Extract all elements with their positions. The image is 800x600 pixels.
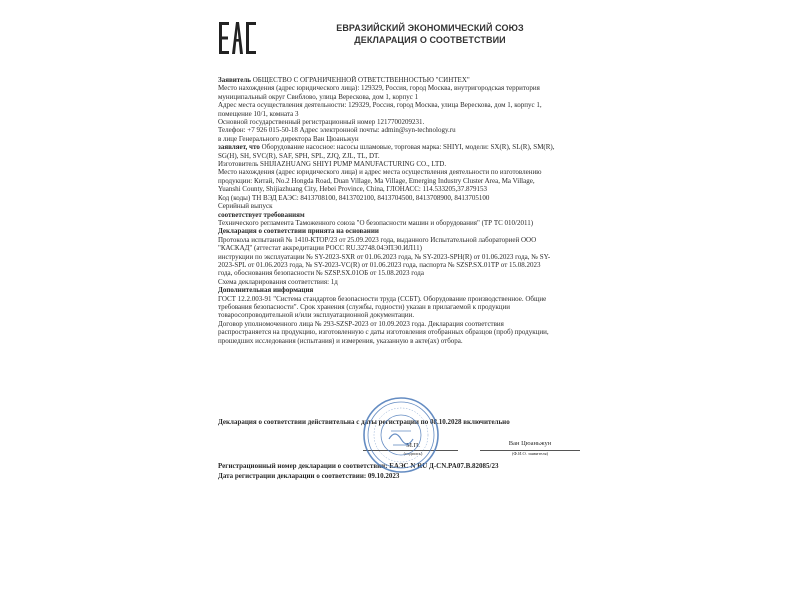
body-line: 2023-SPL от 01.06.2023 года, № SY-2023-VC(R) от 01.06.2023 года, паспорта № SZSP.SX.01ТР от 15.08.2023 xyxy=(218,260,541,269)
body-line: муниципальный округ Свиблово, улица Верескова, дом 1, корпус 1 xyxy=(218,92,419,101)
body-line: Схема декларирования соответствия: 1д xyxy=(218,277,338,286)
body-line: товаросопроводительной и/или эксплуатационной документации. xyxy=(218,311,415,320)
document-header xyxy=(300,22,560,46)
seal-sublabel: (подпись) xyxy=(403,451,423,456)
body-line: Договор уполномоченного лица № 293-SZSP-2023 от 10.09.2023 года. Декларация соответствия xyxy=(218,319,504,328)
applicant-value: ОБЩЕСТВО С ОГРАНИЧЕННОЙ ОТВЕТСТВЕННОСТЬЮ "СИНТЕХ" xyxy=(250,76,470,84)
official-stamp-icon xyxy=(361,395,441,475)
declaration-body xyxy=(218,76,603,345)
section-heading: Декларация о соответствии принята на основании xyxy=(218,227,379,236)
declares-label: заявляет, что xyxy=(218,143,260,152)
body-line: Yuanshi County, Shijiazhuang City, Hebei Province, China, ГЛОНАСС: 114.533205,37.879153 xyxy=(218,185,488,194)
registration-date: Дата регистрации декларации о соответствии: 09.10.2023 xyxy=(218,472,400,480)
body-line: Технического регламента Таможенного союза "О безопасности машин и оборудования" (ТР ТС 010/2011) xyxy=(218,218,534,227)
body-line: помещение 10/1, комната 3 xyxy=(218,109,299,118)
declares-line xyxy=(218,143,603,151)
body-line: SG(H), SH, SVC(R), SAF, SPH, SPL, ZJQ, ZJL, TL, DT. xyxy=(218,151,380,160)
declares-value: Оборудование насосное: насосы шламовые, торговая марка: SHIYI, модели: SX(R), SL(R), SM(R), xyxy=(259,143,555,152)
body-line: Протокола испытаний № 1410-КТОР/23 от 25.09.2023 года, выданного Испытательной лабораторией ООО xyxy=(218,235,537,244)
body-line: Изготовитель SHIJIAZHUANG SHIYI PUMP MANUFACTURING CO., LTD. xyxy=(218,160,447,169)
applicant-label: Заявитель xyxy=(218,76,251,84)
body-line: продукции: Китай, No.2 Hongda Road, Duan Village, Ma Village, Emerging Industry Cluster Area, Ma Village, xyxy=(218,176,535,185)
eac-logo-icon xyxy=(218,21,258,55)
section-heading: Дополнительная информация xyxy=(218,286,314,295)
body-line: Телефон: +7 926 015-50-18 Адрес электронной почты: admin@syn-technology.ru xyxy=(218,126,456,135)
body-line: Адрес места осуществления деятельности: 129329, Россия, город Москва, улица Верескова, дом 1, корпус 1, xyxy=(218,101,542,110)
body-line: Код (коды) ТН ВЭД ЕАЭС: 8413708100, 8413702100, 8413704500, 8413708900, 8413705100 xyxy=(218,193,490,202)
body-line: инструкции по эксплуатации № SY-2023-SXR от 01.06.2023 года, № SY-2023-SPH(R) от 01.06.2023 года, № SY- xyxy=(218,252,551,261)
body-line: Место нахождения (адрес юридического лица): 129329, Россия, город Москва, внутригородская территория xyxy=(218,84,540,93)
body-line: прошедших исследования (испытания) и измерения, указанную в акте(ах) отбора. xyxy=(218,336,463,345)
body-line: Место нахождения (адрес юридического лица) и адрес места осуществления деятельности по изготовлению xyxy=(218,168,542,177)
validity-statement: Декларация о соответствии действительна с даты регистрации по 08.10.2028 включительно xyxy=(218,418,510,426)
body-line: Серийный выпуск xyxy=(218,202,273,211)
union-title: ЕВРАЗИЙСКИЙ ЭКОНОМИЧЕСКИЙ СОЮЗ xyxy=(336,23,524,33)
body-line: ГОСТ 12.2.003-91 "Система стандартов безопасности труда (ССБТ). Оборудование производственное. Общие xyxy=(218,294,547,303)
registration-number: Регистрационный номер декларации о соответствии: ЕАЭС N RU Д-CN.PA07.B.82085/23 xyxy=(218,462,499,470)
section-heading: соответствует требованиям xyxy=(218,210,305,219)
body-line: распространяется на продукцию, изготовленную с даты изготовления отобранных образцов (проб) продукции, xyxy=(218,328,549,337)
seal-label: М.П. xyxy=(406,442,420,449)
body-line: в лице Генерального директора Ван Цюаньжун xyxy=(218,134,359,143)
body-line: Основной государственный регистрационный номер 1217700209231. xyxy=(218,118,425,127)
signer-sublabel: (Ф.И.О. заявителя) xyxy=(511,451,549,456)
body-line: требования безопасности". Срок хранения (службы, годности) указан в прилагаемой к продукции xyxy=(218,302,511,311)
applicant-line xyxy=(218,76,603,84)
declaration-title: ДЕКЛАРАЦИЯ О СООТВЕТСТВИИ xyxy=(354,35,506,45)
body-line: года, обоснования безопасности № SZSP.SX.01ОБ от 15.08.2023 года xyxy=(218,269,424,278)
signer-name: Ван Цюаньжун xyxy=(508,440,552,447)
body-line: "КАСКАД" (аттестат аккредитации РОСС RU.32748.04ЭПЭ0.ИЛ11) xyxy=(218,244,422,253)
